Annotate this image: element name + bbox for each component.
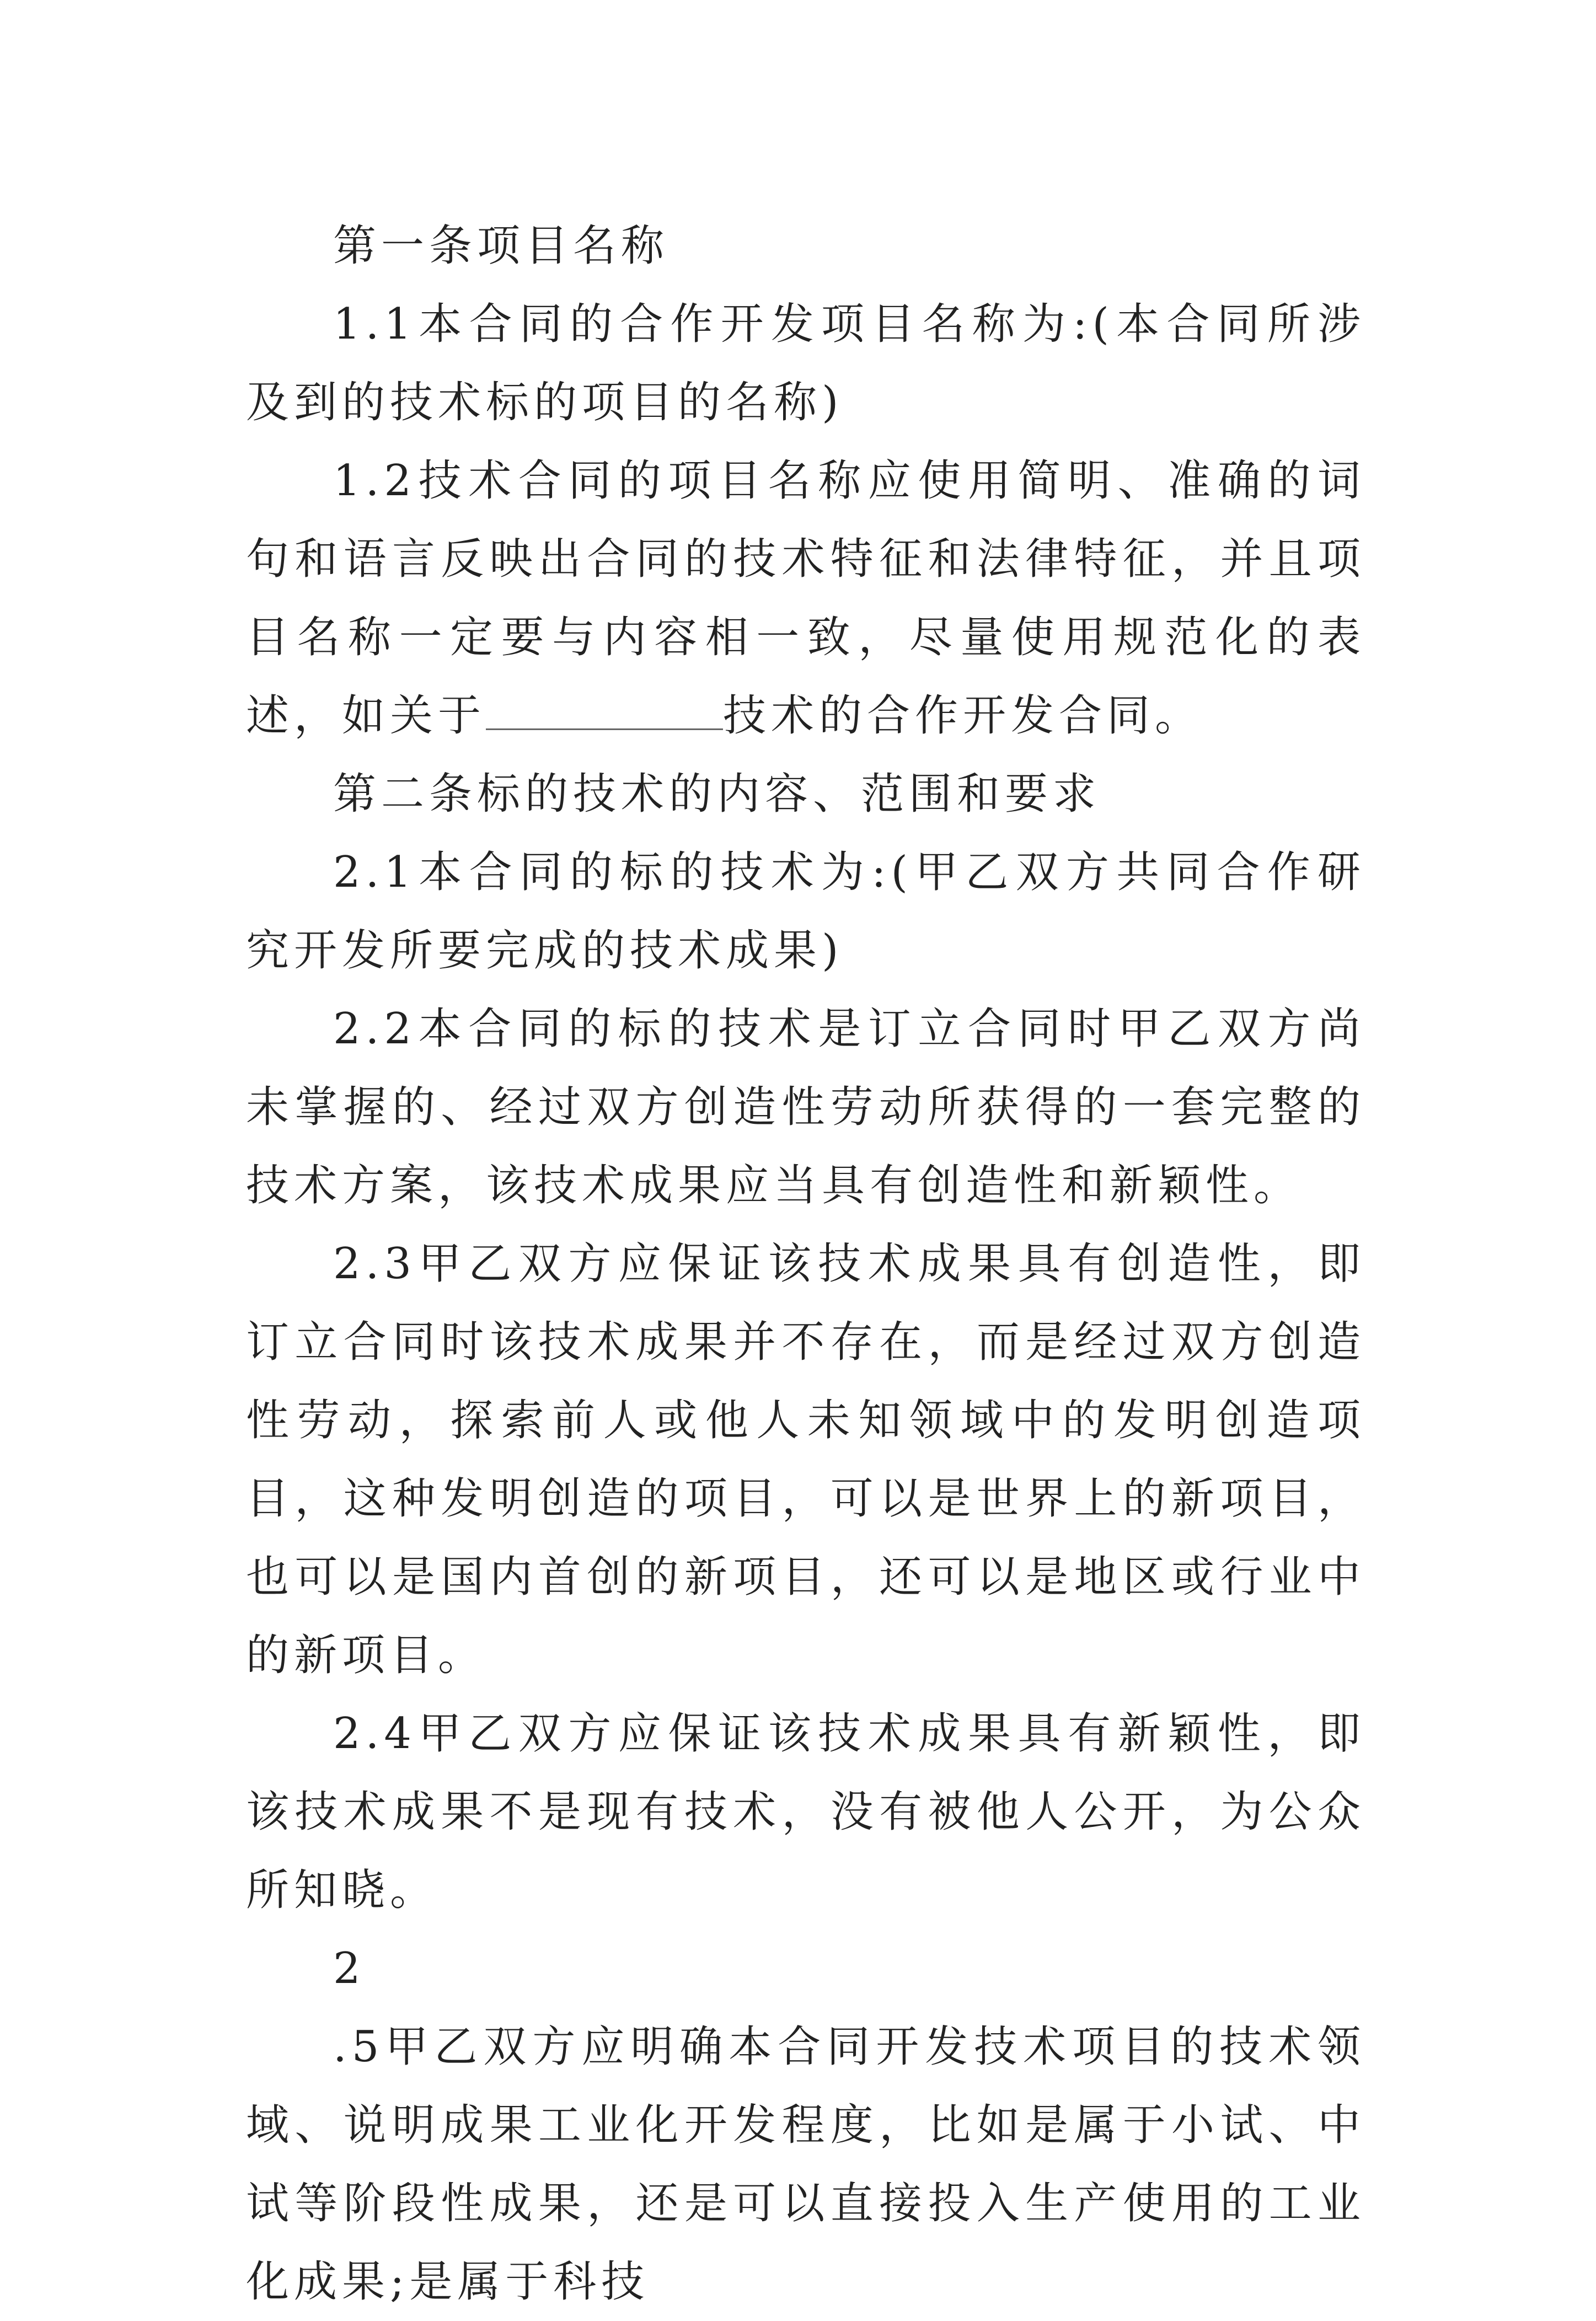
clause-1-2-text: 1.2技术合同的项目名称应使用简明、准确的词句和语言反映出合同的技术特征和法律特征，并且项目名称一定要与内容相一致，尽量使用规范化的表述，如关于	[246, 456, 1365, 741]
document-body	[246, 207, 1365, 2321]
clause-1-2-text-end: 技术的合作开发合同。	[723, 691, 1203, 741]
clause-1-2	[246, 442, 1365, 755]
clause-2-5-number: 2	[333, 1944, 366, 1993]
clause-1-1: 1.1本合同的合作开发项目名称为:(本合同所涉及到的技术标的项目的名称)	[246, 299, 1365, 427]
article-1-heading: 第一条项目名称	[333, 221, 670, 271]
fill-in-blank	[486, 690, 723, 730]
clause-2-4: 2.4甲乙双方应保证该技术成果具有新颖性，即该技术成果不是现有技术，没有被他人公开，为公众所知晓。	[246, 1709, 1365, 1915]
clause-2-1: 2.1本合同的标的技术为:(甲乙双方共同合作研究开发所要完成的技术成果)	[246, 848, 1365, 975]
article-2-heading: 第二条标的技术的内容、范围和要求	[333, 769, 1101, 819]
clause-2-2: 2.2本合同的标的技术是订立合同时甲乙双方尚未掌握的、经过双方创造性劳动所获得的一套完整的技术方案，该技术成果应当具有创造性和新颖性。	[246, 1004, 1365, 1210]
clause-2-3: 2.3甲乙双方应保证该技术成果具有创造性，即订立合同时该技术成果并不存在，而是经过双方创造性劳动，探索前人或他人未知领域中的发明创造项目，这种发明创造的项目，可以是世界上的新项目，也可以是国内首创的新项目，还可以是地区或行业中的新项目。	[246, 1239, 1365, 1680]
clause-2-5: .5甲乙双方应明确本合同开发技术项目的技术领域、说明成果工业化开发程度，比如是属于小试、中试等阶段性成果，还是可以直接投入生产使用的工业化成果;是属于科技	[246, 2022, 1365, 2307]
